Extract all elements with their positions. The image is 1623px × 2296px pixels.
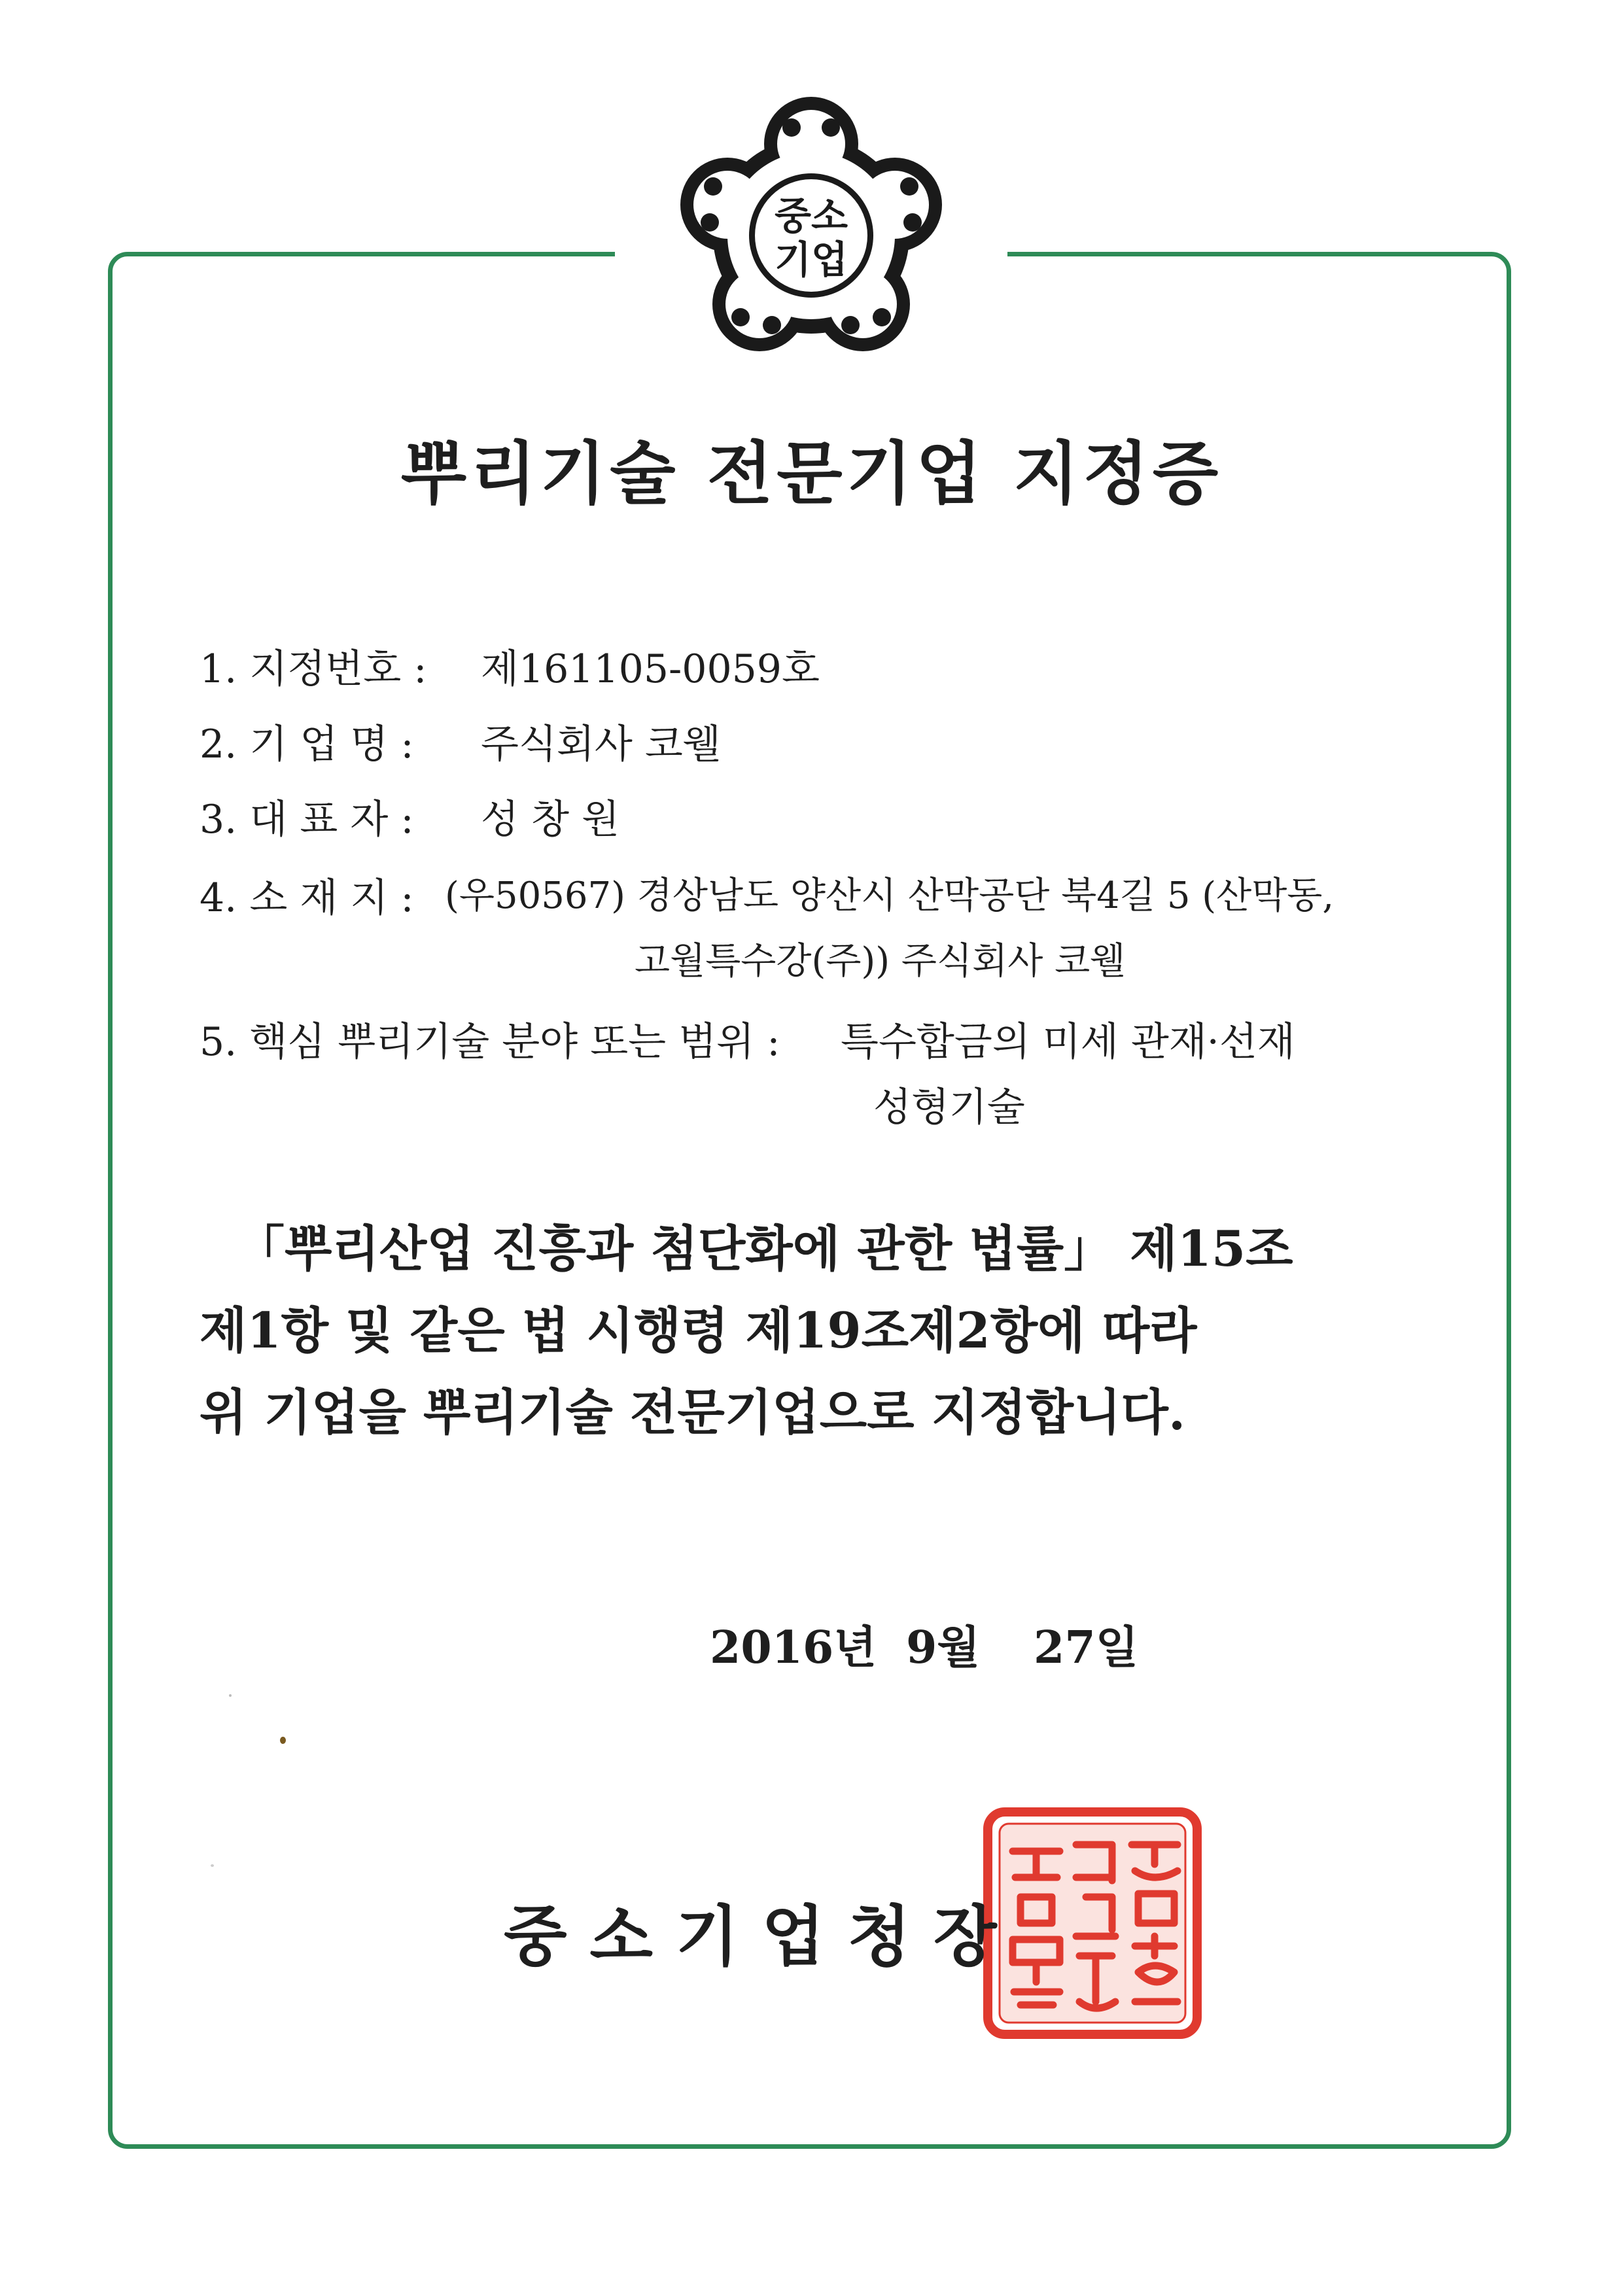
certificate-border bbox=[108, 252, 1511, 2149]
item-field-label: 5. 핵심 뿌리기술 분야 또는 범위 : bbox=[200, 1019, 780, 1065]
official-seal-icon bbox=[981, 1805, 1204, 2041]
item-address-value: (우50567) 경상남도 양산시 산막공단 북4길 5 (산막동, bbox=[445, 875, 1335, 917]
paragraph-line-1: 「뿌리산업 진흥과 첨단화에 관한 법률」 제15조 bbox=[236, 1220, 1293, 1278]
item-number-value: 제161105-0059호 bbox=[481, 646, 820, 692]
issuer-name: 중 소 기 업 청 장 bbox=[504, 1898, 997, 1975]
item-company-value: 주식회사 코웰 bbox=[481, 722, 721, 767]
certificate-title: 뿌리기술 전문기업 지정증 bbox=[400, 433, 1223, 513]
item-ceo-value: 성 창 원 bbox=[481, 797, 620, 843]
item-company-label: 2. 기 업 명 : bbox=[200, 722, 414, 767]
item-number-label: 1. 지정번호 : bbox=[200, 646, 427, 692]
item-ceo-label: 3. 대 표 자 : bbox=[200, 797, 414, 843]
emblem-text-1: 중소 bbox=[774, 194, 848, 238]
item-field-value: 특수합금의 미세 관재·선재 bbox=[841, 1019, 1295, 1065]
paragraph-line-3: 위 기업을 뿌리기술 전문기업으로 지정합니다. bbox=[200, 1383, 1186, 1441]
date-month: 9월 bbox=[906, 1622, 981, 1674]
scan-speck bbox=[211, 1864, 214, 1867]
item-address-value-line2: 고월특수강(주)) 주식회사 코웰 bbox=[635, 940, 1126, 983]
emblem-text-2: 기업 bbox=[774, 237, 848, 282]
item-address-label: 4. 소 재 지 : bbox=[200, 875, 414, 921]
date-day: 27일 bbox=[1034, 1622, 1139, 1674]
paragraph-line-2: 제1항 및 같은 법 시행령 제19조제2항에 따라 bbox=[200, 1302, 1197, 1359]
scan-speck bbox=[229, 1694, 232, 1697]
date-year: 2016년 bbox=[710, 1622, 877, 1674]
scan-speck bbox=[280, 1737, 286, 1744]
item-field-value-line2: 성형기술 bbox=[873, 1085, 1025, 1130]
smba-emblem-icon bbox=[661, 82, 962, 383]
